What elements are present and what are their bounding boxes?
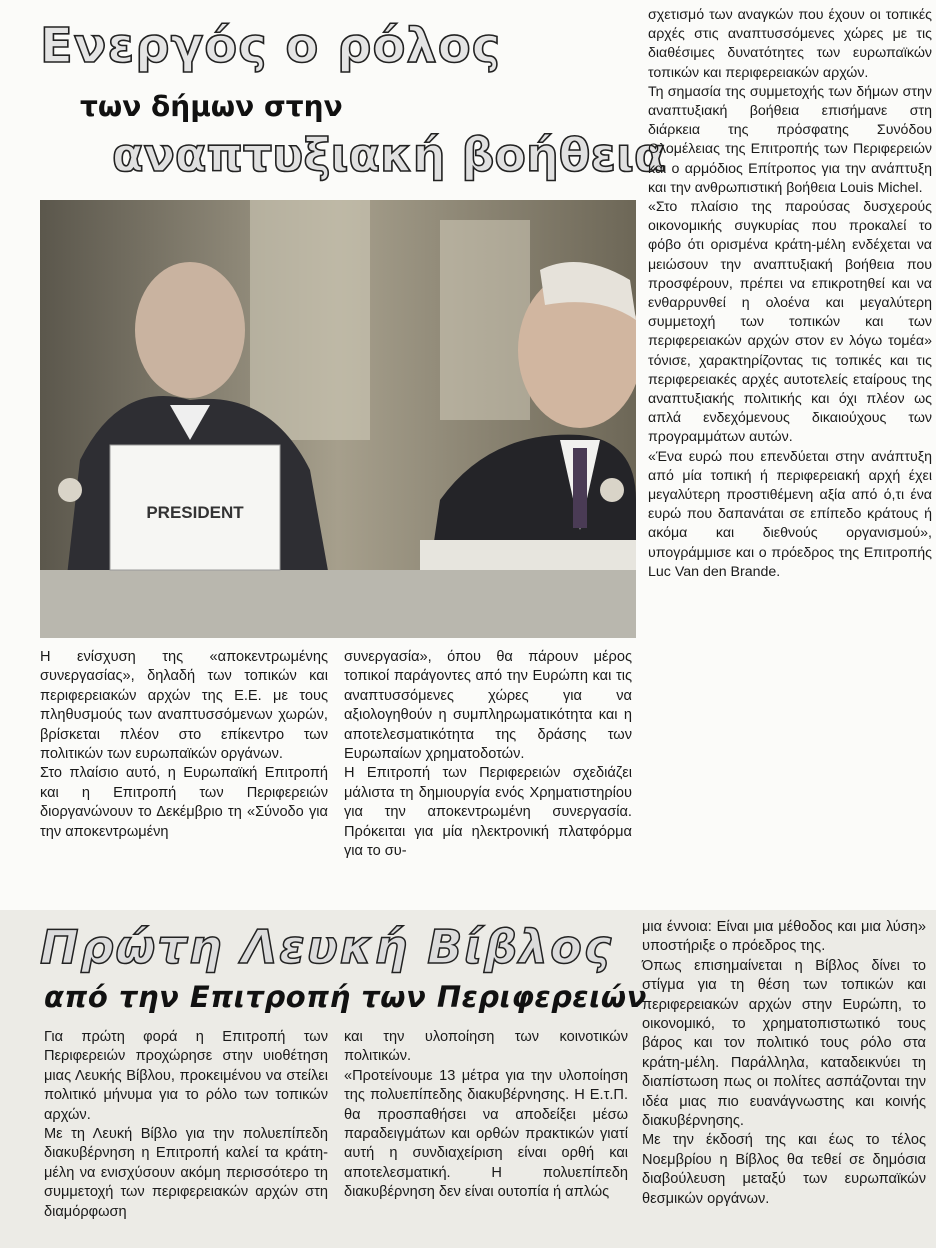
paragraph: σχετισμό των αναγκών που έχουν οι τοπικές αρχές στις αναπτυσσόμενες χώρες με τις διαθέσιμες δυνατότητες των ευρωπαϊκών τοπικών και περιφερειακών αρχών. (648, 7, 932, 81)
meeting-photo-illustration (40, 200, 636, 638)
paragraph: Για πρώτη φορά η Επιτροπή των Περιφερειών προχώρησε στην υιοθέτηση μιας Λευκής Βίβλου, προκειμένου να στείλει πολιτικό μήνυμα για το ρόλο των τοπικών αρχών. (44, 1029, 328, 1123)
article1-title-line1: Ενεργός ο ρόλος (40, 18, 502, 74)
article1-column1 (40, 648, 328, 842)
paragraph: μια έννοια: Είναι μια μέθοδος και μια λύση» υποστήριξε ο πρόεδρος της. (642, 919, 926, 955)
paragraph: Με τη Λευκή Βίβλο για την πολυεπίπεδη διακυβέρνηση η Επιτροπή καλεί τα κράτη-μέλη να ενισχύσουν ακόμη περισσότερο τη συμμετοχή των περιφερειακών αρχών στη διαμόρφωση (44, 1126, 328, 1220)
paragraph: Με την έκδοσή της και έως το τέλος Νοεμβρίου η Βίβλος θα τεθεί σε δημόσια διαβούλευση μεταξύ των ευρωπαϊκών θεσμικών οργάνων. (642, 1132, 926, 1207)
paragraph: Τη σημασία της συμμετοχής των δήμων στην αναπτυξιακή βοήθεια επισήμανε στη διάρκεια της πρόσφατης Συνόδου Ολομέλειας της Επιτροπής των Περιφερειών και ο αρμόδιος Επίτροπος για την ανάπτυξη και την ανθρωπιστική βοήθεια Louis Michel. (648, 83, 932, 196)
paragraph: και την υλοποίηση των κοινοτικών πολιτικών. (344, 1029, 628, 1065)
paragraph: «Ένα ευρώ που επενδύεται στην ανάπτυξη από μία τοπική ή περιφερειακή αρχή έχει μεγαλύτερη προστιθέμενη αξία από ό,τι ένα ευρώ που δαπανάται σε επίπεδο κράτους ή ακόμα και διεθνούς οργανισμού», υπογράμμισε και ο πρόεδρος της Επιτροπής Luc Van den Brande. (648, 448, 932, 580)
article2-column3 (642, 918, 926, 1209)
paragraph: Η ενίσχυση της «αποκεντρωμένης συνεργασίας», δηλαδή των τοπικών και περιφερειακών αρχών της Ε.Ε. με τους πληθυσμούς των αναπτυσσόμενων χωρών, βρίσκεται πλέον στο επίκεντρο των πολιτικών των ευρωπαϊκών οργάνων. (40, 649, 328, 763)
paragraph: «Στο πλαίσιο της παρούσας δυσχερούς οικονομικής συγκυρίας που προκαλεί το φόβο ότι ορισμένα κράτη-μέλη ενδέχεται να μειώσουν την αναπτυξιακή βοήθεια που προσφέρουν, πρέπει να επικροτηθεί και να ενθαρρυνθεί η ολοένα και μεγαλύτερη συμμετοχή των τοπικών και των περιφερειακών αρχών στον εν λόγω τομέα» τόνισε, χαρακτηρίζοντας τις τοπικές και τις περιφερειακές αρχές αυτοτελείς εταίρους της αναπτυξιακής πολιτικής και όχι πλέον ως απλά ενδεχόμενους δικαιούχους των προγραμμάτων αυτών. (648, 199, 932, 446)
meeting-photo (40, 200, 636, 638)
paragraph: συνεργασία», όπου θα πάρουν μέρος τοπικοί παράγοντες από την Ευρώπη και τις αναπτυσσόμενες χώρες για να αξιολογηθούν η συμπληρωματικότητα και η αποτελεσματικότητα της δράσης των Ευρωπαίων χρηματοδοτών. (344, 649, 632, 763)
article1-title-line3: αναπτυξιακή βοήθεια (112, 128, 666, 182)
article2-title-line2: από την Επιτροπή των Περιφερειών (44, 980, 647, 1014)
article1-column3 (648, 6, 932, 582)
article2-column1 (44, 1028, 328, 1222)
president-sign-text: PRESIDENT (146, 503, 244, 522)
article2-column2 (344, 1028, 628, 1203)
article2-title-line1: Πρώτη Λευκή Βίβλος (40, 920, 614, 974)
paragraph: «Προτείνουμε 13 μέτρα για την υλοποίηση της πολυεπίπεδης διακυβέρνησης. Η Ε.τ.Π. θα προσπαθήσει να αποδείξει μέσω παραδειγμάτων και ορθών πρακτικών γιατί αυτή η συνδιαχείριση είναι ορθή και αποτελεσματική. Η πολυεπίπεδη διακυβέρνηση δεν είναι ουτοπία ή απλώς (344, 1067, 628, 1201)
article1-column2 (344, 648, 632, 861)
paragraph: Η Επιτροπή των Περιφερειών σχεδιάζει μάλιστα τη δημιουργία ενός Χρηματιστηρίου για την αποκεντρωμένη συνεργασία. Πρόκειται για μία ηλεκτρονική πλατφόρμα για το συ- (344, 765, 632, 860)
paragraph: Στο πλαίσιο αυτό, η Ευρωπαϊκή Επιτροπή και η Επιτροπή των Περιφερειών διοργανώνουν το Δεκέμβριο τη «Σύνοδο για την αποκεντρωμένη (40, 765, 328, 840)
article1-title-line2: των δήμων στην (80, 90, 343, 123)
paragraph: Όπως επισημαίνεται η Βίβλος δίνει το στίγμα για τη θέση των τοπικών και περιφερειακών αρχών στην Ευρώπη, το οικονομικό, το χρηματοπιστωτικό τους βάρος και τον πολιτικό τους ρόλο στα κράτη-μέλη. Παράλληλα, καταδεικνύει τη διαπίστωση πως οι πολίτες ασπάζονται την ιδέα μιας πιο ευανάγνωστης και κοινής διακυβέρνησης. (642, 957, 926, 1130)
